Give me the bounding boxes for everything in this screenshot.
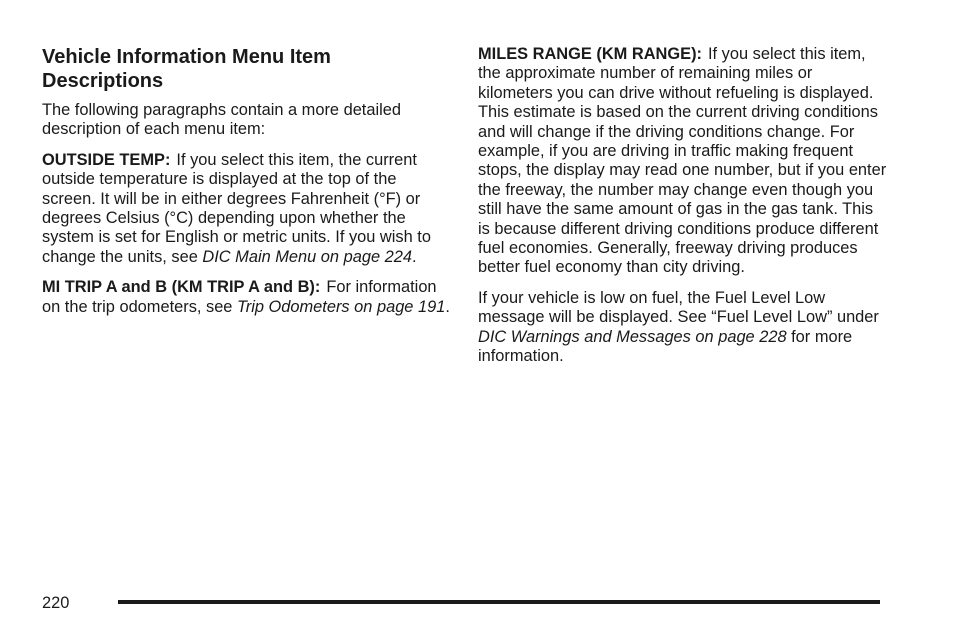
fuel-low-text: If your vehicle is low on fuel, the Fuel Level Low message will be displayed. See “Fuel Level Low” under <box>478 288 879 327</box>
outside-temp-text: If you select this item, the current outside temperature is displayed at the top of the screen. It will be in either degrees Fahrenheit (°F) or degrees Celsius (°C) depending upon whether the system is set for English or metric units. If you wish to change the units, see <box>42 150 431 266</box>
mi-trip-term: MI TRIP A and B (KM TRIP A and B): <box>42 278 321 297</box>
outside-temp-term: OUTSIDE TEMP: <box>42 150 171 169</box>
outside-temp-tail: . <box>411 247 417 266</box>
mi-trip-paragraph <box>42 278 450 317</box>
section-heading: Vehicle Information Menu Item Descriptions <box>42 46 331 92</box>
fuel-low-paragraph <box>478 289 888 367</box>
outside-temp-paragraph <box>42 151 450 267</box>
fuel-low-reference: DIC Warnings and Messages on page 228 <box>478 327 787 346</box>
right-column <box>478 45 888 378</box>
left-column <box>42 45 450 328</box>
miles-range-paragraph <box>478 45 888 278</box>
miles-range-term: MILES RANGE (KM RANGE): <box>478 45 702 63</box>
fuel-low-tail: for more information. <box>478 327 853 366</box>
footer-rule <box>118 600 880 604</box>
miles-range-text: If you select this item, the approximate number of remaining miles or kilometers you can drive without refueling is displayed. This estimate is based on the current driving conditions and will change if the driving conditions change. For example, if you are driving in traffic making frequent stops, the display may read one number, but if you enter the freeway, the number may change even though you still have the same amount of gas in the gas tank. This is because different driving conditions produce different fuel economies. Generally, freeway driving produces better fuel economy than city driving. <box>478 45 887 277</box>
page-number: 220 <box>42 594 70 612</box>
intro-paragraph: The following paragraphs contain a more detailed description of each menu item: <box>42 101 401 139</box>
mi-trip-tail: . <box>445 297 450 316</box>
outside-temp-reference: DIC Main Menu on page 224 <box>202 247 412 266</box>
mi-trip-reference: Trip Odometers on page 191 <box>236 297 446 316</box>
mi-trip-text: For information on the trip odometers, see <box>42 278 437 316</box>
